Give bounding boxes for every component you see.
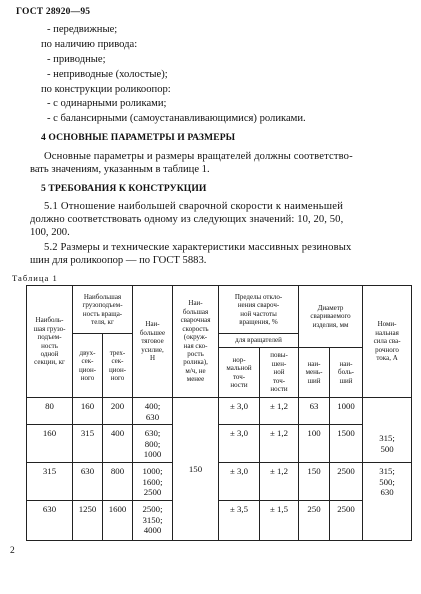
parameters-table <box>26 285 412 541</box>
cell-max-diameter: 1000 <box>330 398 363 425</box>
table-row <box>27 463 412 501</box>
cell-tol-high: ± 1,2 <box>260 398 299 425</box>
section-4-text: вать значениям, указанным в таблице 1. <box>30 164 210 175</box>
header-three-section: трех- сек- цион- ного <box>103 334 133 398</box>
body-line: - неприводные (холостые); <box>47 69 168 80</box>
cell-three-section: 400 <box>103 425 133 463</box>
cell-three-section: 1600 <box>103 501 133 541</box>
cell-two-section: 160 <box>73 398 103 425</box>
header-deviation-limits: Пределы откло- нения свароч- ной частоты вращения, % <box>219 286 299 334</box>
header-traction: Наи- большее тяговое усилие, Н <box>133 286 173 398</box>
cell-traction: 400; 630 <box>133 398 173 425</box>
header-high-accuracy: повы- шен- ной точ- ности <box>260 348 299 398</box>
header-rotator-load: Наибольшая грузоподъем- ность враща- теля, кг <box>73 286 133 334</box>
cell-current-group-1: 315; 500 <box>363 398 412 463</box>
section-5-text: 5.1 Отношение наибольшей сварочной скорости к наименьшей <box>44 201 344 212</box>
header-max-diameter: наи- боль- ший <box>330 348 363 398</box>
section-4-text: Основные параметры и размеры вращателей должны соответство- <box>44 151 353 162</box>
section-5-title: 5 ТРЕБОВАНИЯ К КОНСТРУКЦИИ <box>41 183 207 194</box>
cell-min-diameter: 63 <box>299 398 330 425</box>
cell-tol-normal: ± 3,5 <box>219 501 260 541</box>
cell-tol-high: ± 1,2 <box>260 463 299 501</box>
section-5-text: шин для роликоопор — по ГОСТ 5883. <box>30 255 207 266</box>
body-line: - передвижные; <box>47 24 118 35</box>
cell-traction: 630; 800; 1000 <box>133 425 173 463</box>
cell-min-diameter: 250 <box>299 501 330 541</box>
body-line: - с балансирными (самоустанавливающимися) роликами. <box>47 113 306 124</box>
cell-three-section: 200 <box>103 398 133 425</box>
body-line: - с одинарными роликами; <box>47 98 167 109</box>
section-5-text: 100, 200. <box>30 227 70 238</box>
header-welding-current: Номи- нальная сила сва- рочного тока, А <box>363 286 412 398</box>
header-section-load: Наиболь- шая грузо- подъем- ность одной секции, кг <box>27 286 73 398</box>
cell-two-section: 315 <box>73 425 103 463</box>
table-caption: Таблица 1 <box>12 273 58 283</box>
table-row <box>27 501 412 541</box>
cell-welding-speed: 150 <box>173 398 219 541</box>
header-two-section: двух- сек- цион- ного <box>73 334 103 398</box>
cell-tol-normal: ± 3,0 <box>219 425 260 463</box>
table-row <box>27 398 412 425</box>
header-product-diameter: Диаметр свариваемого изделия, мм <box>299 286 363 348</box>
cell-two-section: 1250 <box>73 501 103 541</box>
cell-tol-normal: ± 3,0 <box>219 463 260 501</box>
cell-traction: 2500; 3150; 4000 <box>133 501 173 541</box>
body-line: - приводные; <box>47 54 106 65</box>
cell-max-diameter: 2500 <box>330 501 363 541</box>
document-header: ГОСТ 28920—95 <box>16 7 91 17</box>
table-row <box>27 425 412 463</box>
cell-min-diameter: 150 <box>299 463 330 501</box>
cell-max-diameter: 1500 <box>330 425 363 463</box>
cell-load: 630 <box>27 501 73 541</box>
cell-max-diameter: 2500 <box>330 463 363 501</box>
cell-load: 80 <box>27 398 73 425</box>
header-normal-accuracy: нор- мальной точ- ности <box>219 348 260 398</box>
cell-load: 315 <box>27 463 73 501</box>
section-5-text: 5.2 Размеры и технические характеристики массивных резиновых <box>44 242 352 253</box>
cell-three-section: 800 <box>103 463 133 501</box>
section-5-text: должно соответствовать одному из следующих значений: 10, 20, 50, <box>30 214 344 225</box>
cell-two-section: 630 <box>73 463 103 501</box>
body-line: по конструкции роликоопор: <box>41 84 171 95</box>
page-number: 2 <box>10 546 15 556</box>
cell-tol-high: ± 1,5 <box>260 501 299 541</box>
header-min-diameter: наи- мень- ший <box>299 348 330 398</box>
cell-tol-normal: ± 3,0 <box>219 398 260 425</box>
header-for-rotators: для вращателей <box>219 334 299 348</box>
cell-current-group-2: 315; 500; 630 <box>363 463 412 541</box>
body-line: по наличию привода: <box>41 39 138 50</box>
cell-load: 160 <box>27 425 73 463</box>
cell-traction: 1000; 1600; 2500 <box>133 463 173 501</box>
header-welding-speed: Наи- большая сварочная скорость (окруж- ная ско- рость ролика), м/ч, не менее <box>173 286 219 398</box>
section-4-title: 4 ОСНОВНЫЕ ПАРАМЕТРЫ И РАЗМЕРЫ <box>41 132 236 143</box>
cell-tol-high: ± 1,2 <box>260 425 299 463</box>
cell-min-diameter: 100 <box>299 425 330 463</box>
